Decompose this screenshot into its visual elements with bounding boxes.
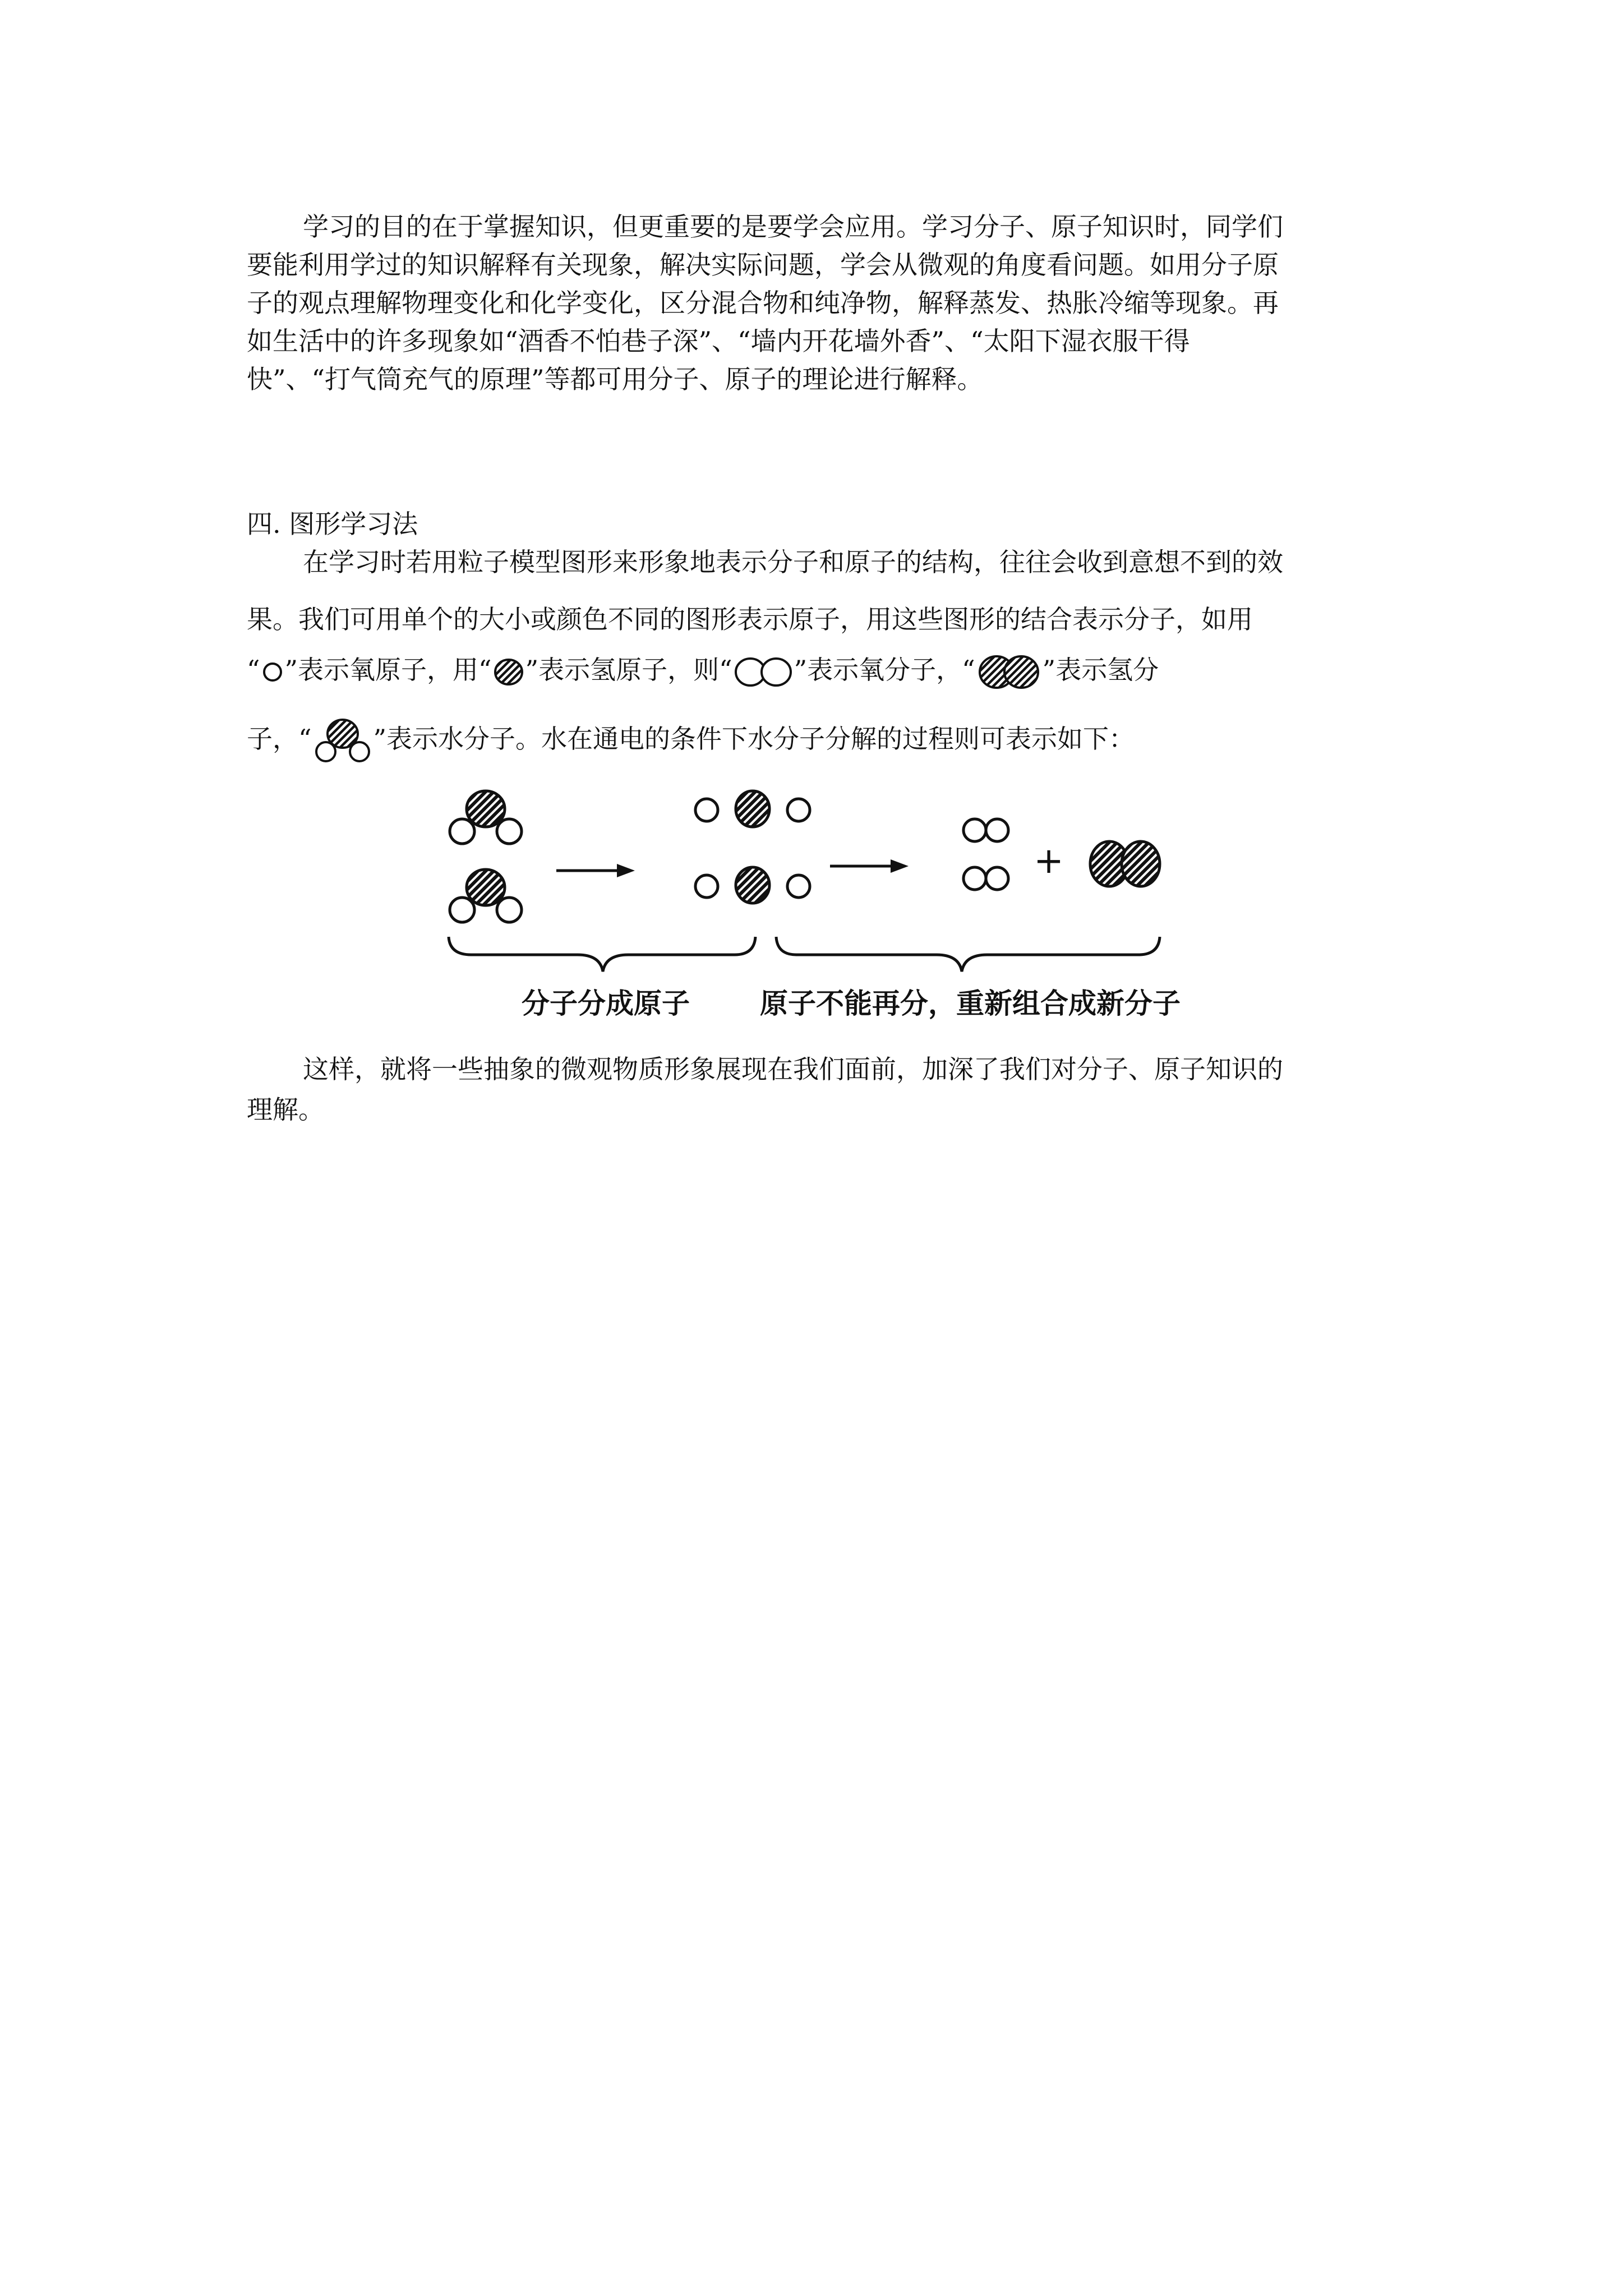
oxygen-atom-icon xyxy=(260,660,285,684)
plus-sign: + xyxy=(1034,840,1064,882)
paragraph-1-line-4: 如生活中的许多现象如“酒香不怕巷子深”、“墙内开花墙外香”、“太阳下湿衣服干得 xyxy=(247,326,1190,356)
paragraph-1-line-1: 学习的目的在于掌握知识，但更重要的是要学会应用。学习分子、原子知识时，同学们 xyxy=(303,211,1283,242)
brace-right xyxy=(776,937,1160,972)
water-molecule-1 xyxy=(450,791,522,844)
text-open-quote: “ xyxy=(247,655,260,685)
section-heading: 四. 图形学习法 xyxy=(247,509,418,539)
reaction-arrow-1 xyxy=(556,864,635,877)
separated-atoms-1 xyxy=(695,791,810,827)
paragraph-1-line-2: 要能利用学过的知识解释有关现象，解决实际问题，学会从微观的角度看问题。如用分子原 xyxy=(247,250,1279,280)
paragraph-3-line-2: 理解。 xyxy=(247,1094,324,1125)
separated-atoms-2 xyxy=(695,867,810,903)
brace-left xyxy=(449,937,755,972)
oxygen-molecule-icon xyxy=(732,654,794,690)
caption-right: 原子不能再分，重新组合成新分子 xyxy=(760,987,1181,1020)
electrolysis-figure xyxy=(437,774,1195,1032)
paragraph-2-line-1: 在学习时若用粒子模型图形来形象地表示分子和原子的结构，往往会收到意想不到的效 xyxy=(303,547,1283,577)
paragraph-1-line-5: 快”、“打气筒充气的原理”等都可用分子、原子的理论进行解释。 xyxy=(247,364,983,394)
hydrogen-atom-icon xyxy=(492,655,525,689)
paragraph-2-line-2: 果。我们可用单个的大小或颜色不同的图形表示原子，用这些图形的结合表示分子，如用 xyxy=(247,604,1253,634)
oxygen-molecule-product xyxy=(963,819,1008,890)
text-oxygen-molecule: ”表示氧分子，“ xyxy=(794,655,975,685)
paragraph-1-line-3: 子的观点理解物理变化和化学变化，区分混合物和纯净物，解释蒸发、热胀冷缩等现象。再 xyxy=(247,288,1279,318)
hydrogen-molecule-product xyxy=(1090,841,1160,886)
caption-left: 分子分成原子 xyxy=(522,987,690,1020)
text-water-molecule: ”表示水分子。水在通电的条件下水分子分解的过程则可表示如下： xyxy=(373,724,1135,754)
electrolysis-diagram xyxy=(437,774,1195,1032)
text-line4-start: 子，“ xyxy=(247,724,312,754)
hydrogen-molecule-icon xyxy=(975,652,1043,692)
text-hydrogen-molecule: ”表示氢分 xyxy=(1042,655,1159,685)
water-molecule-icon xyxy=(312,717,374,765)
paragraph-3-line-1: 这样，就将一些抽象的微观物质形象展现在我们面前，加深了我们对分子、原子知识的 xyxy=(303,1054,1283,1084)
paragraph-2-line-3 xyxy=(247,651,1159,692)
text-oxygen-atom: ”表示氧原子，用“ xyxy=(284,655,492,685)
text-hydrogen-atom: ”表示氢原子，则“ xyxy=(525,655,732,685)
reaction-arrow-2 xyxy=(830,859,909,873)
paragraph-2-line-4 xyxy=(247,717,1135,765)
water-molecule-2 xyxy=(450,869,522,922)
